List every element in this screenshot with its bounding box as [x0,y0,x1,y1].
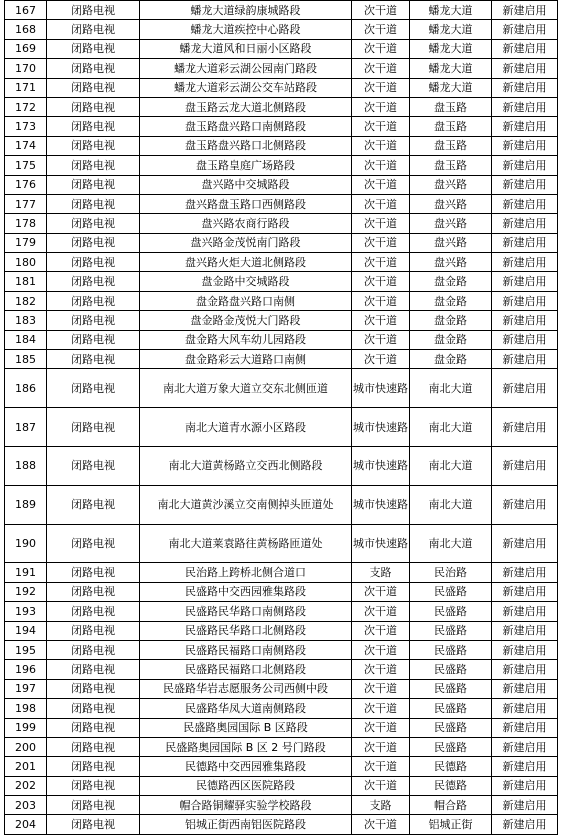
status-cell: 新建启用 [492,563,558,582]
location-cell: 民治路上跨桥北侧合道口 [140,563,352,582]
status-cell: 新建启用 [492,214,558,233]
row-number-cell: 189 [5,485,47,524]
row-number-cell: 169 [5,39,47,58]
location-cell: 蟠龙大道风和日丽小区路段 [140,39,352,58]
location-cell: 民盛路奥园国际 B 区路段 [140,718,352,737]
location-cell: 盘兴路盘玉路口西侧路段 [140,194,352,213]
road-class-cell: 次干道 [352,679,410,698]
device-type-cell: 闭路电视 [47,156,140,175]
device-table [4,0,558,835]
road-name-cell: 盘兴路 [410,233,492,252]
table-row [5,757,558,776]
row-number-cell: 190 [5,524,47,563]
row-number-cell: 174 [5,136,47,155]
location-cell: 盘金路盘兴路口南侧 [140,291,352,310]
road-class-cell: 次干道 [352,233,410,252]
road-class-cell: 次干道 [352,737,410,756]
table-row [5,737,558,756]
road-name-cell: 帽合路 [410,796,492,815]
device-type-cell: 闭路电视 [47,311,140,330]
device-type-cell: 闭路电视 [47,737,140,756]
table-row [5,311,558,330]
location-cell: 民盛路民福路口北侧路段 [140,660,352,679]
road-class-cell: 城市快速路 [352,447,410,486]
location-cell: 民盛路华凤大道南侧路段 [140,699,352,718]
location-cell: 民德路西区医院路段 [140,776,352,795]
row-number-cell: 168 [5,20,47,39]
row-number-cell: 193 [5,602,47,621]
location-cell: 民盛路民华路口北侧路段 [140,621,352,640]
row-number-cell: 185 [5,350,47,369]
table-row [5,117,558,136]
status-cell: 新建启用 [492,272,558,291]
row-number-cell: 184 [5,330,47,349]
road-class-cell: 次干道 [352,815,410,834]
road-class-cell: 城市快速路 [352,485,410,524]
road-class-cell: 次干道 [352,39,410,58]
table-row [5,408,558,447]
row-number-cell: 188 [5,447,47,486]
road-class-cell: 城市快速路 [352,369,410,408]
table-row [5,97,558,116]
status-cell: 新建启用 [492,602,558,621]
device-type-cell: 闭路电视 [47,350,140,369]
device-table-body [5,1,558,835]
table-row [5,815,558,834]
road-name-cell: 蟠龙大道 [410,78,492,97]
status-cell: 新建启用 [492,660,558,679]
road-name-cell: 民盛路 [410,679,492,698]
road-name-cell: 民盛路 [410,621,492,640]
road-name-cell: 盘金路 [410,291,492,310]
table-row [5,59,558,78]
row-number-cell: 199 [5,718,47,737]
road-name-cell: 民盛路 [410,718,492,737]
road-name-cell: 民盛路 [410,660,492,679]
road-name-cell: 民盛路 [410,582,492,601]
location-cell: 蟠龙大道疾控中心路段 [140,20,352,39]
road-name-cell: 蟠龙大道 [410,39,492,58]
road-name-cell: 南北大道 [410,447,492,486]
row-number-cell: 201 [5,757,47,776]
status-cell: 新建启用 [492,117,558,136]
location-cell: 民德路中交西园雅集路段 [140,757,352,776]
road-name-cell: 民盛路 [410,737,492,756]
road-class-cell: 支路 [352,796,410,815]
row-number-cell: 173 [5,117,47,136]
road-name-cell: 民盛路 [410,602,492,621]
device-type-cell: 闭路电视 [47,640,140,659]
road-class-cell: 次干道 [352,291,410,310]
status-cell: 新建启用 [492,39,558,58]
row-number-cell: 197 [5,679,47,698]
table-row [5,796,558,815]
road-class-cell: 次干道 [352,640,410,659]
road-class-cell: 支路 [352,563,410,582]
status-cell: 新建启用 [492,350,558,369]
device-type-cell: 闭路电视 [47,78,140,97]
device-type-cell: 闭路电视 [47,369,140,408]
row-number-cell: 200 [5,737,47,756]
road-name-cell: 盘玉路 [410,136,492,155]
location-cell: 蟠龙大道彩云湖公园南门路段 [140,59,352,78]
table-row [5,447,558,486]
location-cell: 盘玉路云龙大道北侧路段 [140,97,352,116]
table-row [5,718,558,737]
road-class-cell: 次干道 [352,156,410,175]
row-number-cell: 178 [5,214,47,233]
status-cell: 新建启用 [492,621,558,640]
road-name-cell: 盘玉路 [410,117,492,136]
road-name-cell: 盘兴路 [410,194,492,213]
location-cell: 蟠龙大道彩云湖公交车站路段 [140,78,352,97]
road-name-cell: 盘兴路 [410,214,492,233]
road-name-cell: 南北大道 [410,524,492,563]
location-cell: 铝城正街西南铝医院路段 [140,815,352,834]
road-name-cell: 民德路 [410,776,492,795]
device-type-cell: 闭路电视 [47,272,140,291]
row-number-cell: 204 [5,815,47,834]
road-class-cell: 次干道 [352,776,410,795]
table-row [5,156,558,175]
status-cell: 新建启用 [492,776,558,795]
device-type-cell: 闭路电视 [47,253,140,272]
status-cell: 新建启用 [492,757,558,776]
status-cell: 新建启用 [492,136,558,155]
status-cell: 新建启用 [492,233,558,252]
table-row [5,602,558,621]
road-class-cell: 次干道 [352,272,410,291]
row-number-cell: 191 [5,563,47,582]
table-row [5,369,558,408]
road-class-cell: 次干道 [352,78,410,97]
road-class-cell: 次干道 [352,253,410,272]
location-cell: 南北大道黄沙溪立交南侧掉头匝道处 [140,485,352,524]
status-cell: 新建启用 [492,253,558,272]
device-type-cell: 闭路电视 [47,679,140,698]
table-row [5,485,558,524]
road-class-cell: 次干道 [352,621,410,640]
row-number-cell: 167 [5,1,47,20]
location-cell: 盘兴路金茂悦南门路段 [140,233,352,252]
table-row [5,621,558,640]
road-name-cell: 南北大道 [410,408,492,447]
road-class-cell: 次干道 [352,602,410,621]
status-cell: 新建启用 [492,408,558,447]
location-cell: 盘玉路皇庭广场路段 [140,156,352,175]
device-type-cell: 闭路电视 [47,796,140,815]
device-type-cell: 闭路电视 [47,776,140,795]
table-row [5,194,558,213]
device-type-cell: 闭路电视 [47,524,140,563]
row-number-cell: 192 [5,582,47,601]
road-name-cell: 民德路 [410,757,492,776]
table-row [5,660,558,679]
row-number-cell: 172 [5,97,47,116]
row-number-cell: 202 [5,776,47,795]
road-class-cell: 次干道 [352,311,410,330]
row-number-cell: 183 [5,311,47,330]
row-number-cell: 195 [5,640,47,659]
road-name-cell: 盘金路 [410,330,492,349]
device-type-cell: 闭路电视 [47,485,140,524]
row-number-cell: 170 [5,59,47,78]
table-row [5,272,558,291]
road-class-cell: 次干道 [352,136,410,155]
table-row [5,233,558,252]
status-cell: 新建启用 [492,815,558,834]
location-cell: 民盛路民福路口南侧路段 [140,640,352,659]
table-row [5,39,558,58]
status-cell: 新建启用 [492,718,558,737]
status-cell: 新建启用 [492,524,558,563]
road-class-cell: 次干道 [352,194,410,213]
table-row [5,214,558,233]
device-type-cell: 闭路电视 [47,447,140,486]
status-cell: 新建启用 [492,156,558,175]
road-class-cell: 次干道 [352,699,410,718]
device-type-cell: 闭路电视 [47,660,140,679]
status-cell: 新建启用 [492,291,558,310]
status-cell: 新建启用 [492,699,558,718]
road-class-cell: 次干道 [352,757,410,776]
road-name-cell: 蟠龙大道 [410,20,492,39]
road-name-cell: 盘玉路 [410,97,492,116]
location-cell: 蟠龙大道绿韵康城路段 [140,1,352,20]
device-type-cell: 闭路电视 [47,1,140,20]
device-type-cell: 闭路电视 [47,563,140,582]
status-cell: 新建启用 [492,1,558,20]
row-number-cell: 181 [5,272,47,291]
road-name-cell: 蟠龙大道 [410,59,492,78]
road-name-cell: 盘玉路 [410,156,492,175]
device-type-cell: 闭路电视 [47,621,140,640]
device-type-cell: 闭路电视 [47,699,140,718]
device-type-cell: 闭路电视 [47,97,140,116]
table-row [5,20,558,39]
row-number-cell: 176 [5,175,47,194]
device-type-cell: 闭路电视 [47,602,140,621]
device-type-cell: 闭路电视 [47,214,140,233]
device-type-cell: 闭路电视 [47,757,140,776]
location-cell: 盘兴路中交城路段 [140,175,352,194]
location-cell: 民盛路奥园国际 B 区 2 号门路段 [140,737,352,756]
road-name-cell: 蟠龙大道 [410,1,492,20]
road-class-cell: 城市快速路 [352,408,410,447]
road-name-cell: 铝城正街 [410,815,492,834]
table-row [5,524,558,563]
status-cell: 新建启用 [492,582,558,601]
status-cell: 新建启用 [492,20,558,39]
table-row [5,136,558,155]
location-cell: 盘兴路农商行路段 [140,214,352,233]
status-cell: 新建启用 [492,640,558,659]
road-class-cell: 次干道 [352,718,410,737]
location-cell: 盘金路彩云大道路口南侧 [140,350,352,369]
table-row [5,78,558,97]
location-cell: 南北大道青水源小区路段 [140,408,352,447]
location-cell: 盘玉路盘兴路口北侧路段 [140,136,352,155]
table-row [5,582,558,601]
device-type-cell: 闭路电视 [47,815,140,834]
road-name-cell: 盘金路 [410,311,492,330]
row-number-cell: 203 [5,796,47,815]
road-name-cell: 民盛路 [410,640,492,659]
device-type-cell: 闭路电视 [47,718,140,737]
row-number-cell: 175 [5,156,47,175]
status-cell: 新建启用 [492,59,558,78]
location-cell: 盘金路大风车幼儿园路段 [140,330,352,349]
road-class-cell: 次干道 [352,330,410,349]
location-cell: 南北大道莱袁路往黄杨路匝道处 [140,524,352,563]
road-class-cell: 次干道 [352,20,410,39]
location-cell: 帽合路铜耀驿实验学校路段 [140,796,352,815]
table-row [5,640,558,659]
location-cell: 南北大道黄杨路立交西北侧路段 [140,447,352,486]
status-cell: 新建启用 [492,97,558,116]
status-cell: 新建启用 [492,311,558,330]
status-cell: 新建启用 [492,330,558,349]
location-cell: 南北大道万象大道立交东北侧匝道 [140,369,352,408]
row-number-cell: 179 [5,233,47,252]
status-cell: 新建启用 [492,737,558,756]
road-class-cell: 次干道 [352,660,410,679]
table-row [5,1,558,20]
device-type-cell: 闭路电视 [47,408,140,447]
road-class-cell: 次干道 [352,97,410,116]
road-class-cell: 城市快速路 [352,524,410,563]
table-row [5,291,558,310]
device-type-cell: 闭路电视 [47,136,140,155]
status-cell: 新建启用 [492,447,558,486]
row-number-cell: 198 [5,699,47,718]
device-type-cell: 闭路电视 [47,175,140,194]
location-cell: 盘兴路火炬大道北侧路段 [140,253,352,272]
device-type-cell: 闭路电视 [47,39,140,58]
row-number-cell: 186 [5,369,47,408]
road-name-cell: 南北大道 [410,369,492,408]
road-class-cell: 次干道 [352,214,410,233]
table-row [5,563,558,582]
status-cell: 新建启用 [492,485,558,524]
status-cell: 新建启用 [492,175,558,194]
table-row [5,699,558,718]
road-name-cell: 盘金路 [410,350,492,369]
table-row [5,253,558,272]
row-number-cell: 171 [5,78,47,97]
row-number-cell: 187 [5,408,47,447]
road-class-cell: 次干道 [352,175,410,194]
road-name-cell: 盘兴路 [410,175,492,194]
table-row [5,776,558,795]
location-cell: 盘玉路盘兴路口南侧路段 [140,117,352,136]
device-type-cell: 闭路电视 [47,117,140,136]
device-type-cell: 闭路电视 [47,59,140,78]
table-row [5,679,558,698]
table-row [5,350,558,369]
row-number-cell: 196 [5,660,47,679]
device-type-cell: 闭路电视 [47,291,140,310]
status-cell: 新建启用 [492,194,558,213]
road-class-cell: 次干道 [352,1,410,20]
location-cell: 盘金路金茂悦大门路段 [140,311,352,330]
status-cell: 新建启用 [492,78,558,97]
road-class-cell: 次干道 [352,350,410,369]
row-number-cell: 180 [5,253,47,272]
row-number-cell: 177 [5,194,47,213]
road-name-cell: 南北大道 [410,485,492,524]
road-name-cell: 民盛路 [410,699,492,718]
status-cell: 新建启用 [492,679,558,698]
location-cell: 民盛路华岩志愿服务公司西侧中段 [140,679,352,698]
road-name-cell: 盘兴路 [410,253,492,272]
location-cell: 民盛路民华路口南侧路段 [140,602,352,621]
device-type-cell: 闭路电视 [47,194,140,213]
device-type-cell: 闭路电视 [47,330,140,349]
road-class-cell: 次干道 [352,117,410,136]
device-type-cell: 闭路电视 [47,20,140,39]
road-name-cell: 盘金路 [410,272,492,291]
row-number-cell: 194 [5,621,47,640]
status-cell: 新建启用 [492,796,558,815]
road-class-cell: 次干道 [352,582,410,601]
device-type-cell: 闭路电视 [47,582,140,601]
table-row [5,175,558,194]
location-cell: 民盛路中交西园雅集路段 [140,582,352,601]
table-row [5,330,558,349]
status-cell: 新建启用 [492,369,558,408]
device-type-cell: 闭路电视 [47,233,140,252]
road-class-cell: 次干道 [352,59,410,78]
road-name-cell: 民治路 [410,563,492,582]
row-number-cell: 182 [5,291,47,310]
location-cell: 盘金路中交城路段 [140,272,352,291]
